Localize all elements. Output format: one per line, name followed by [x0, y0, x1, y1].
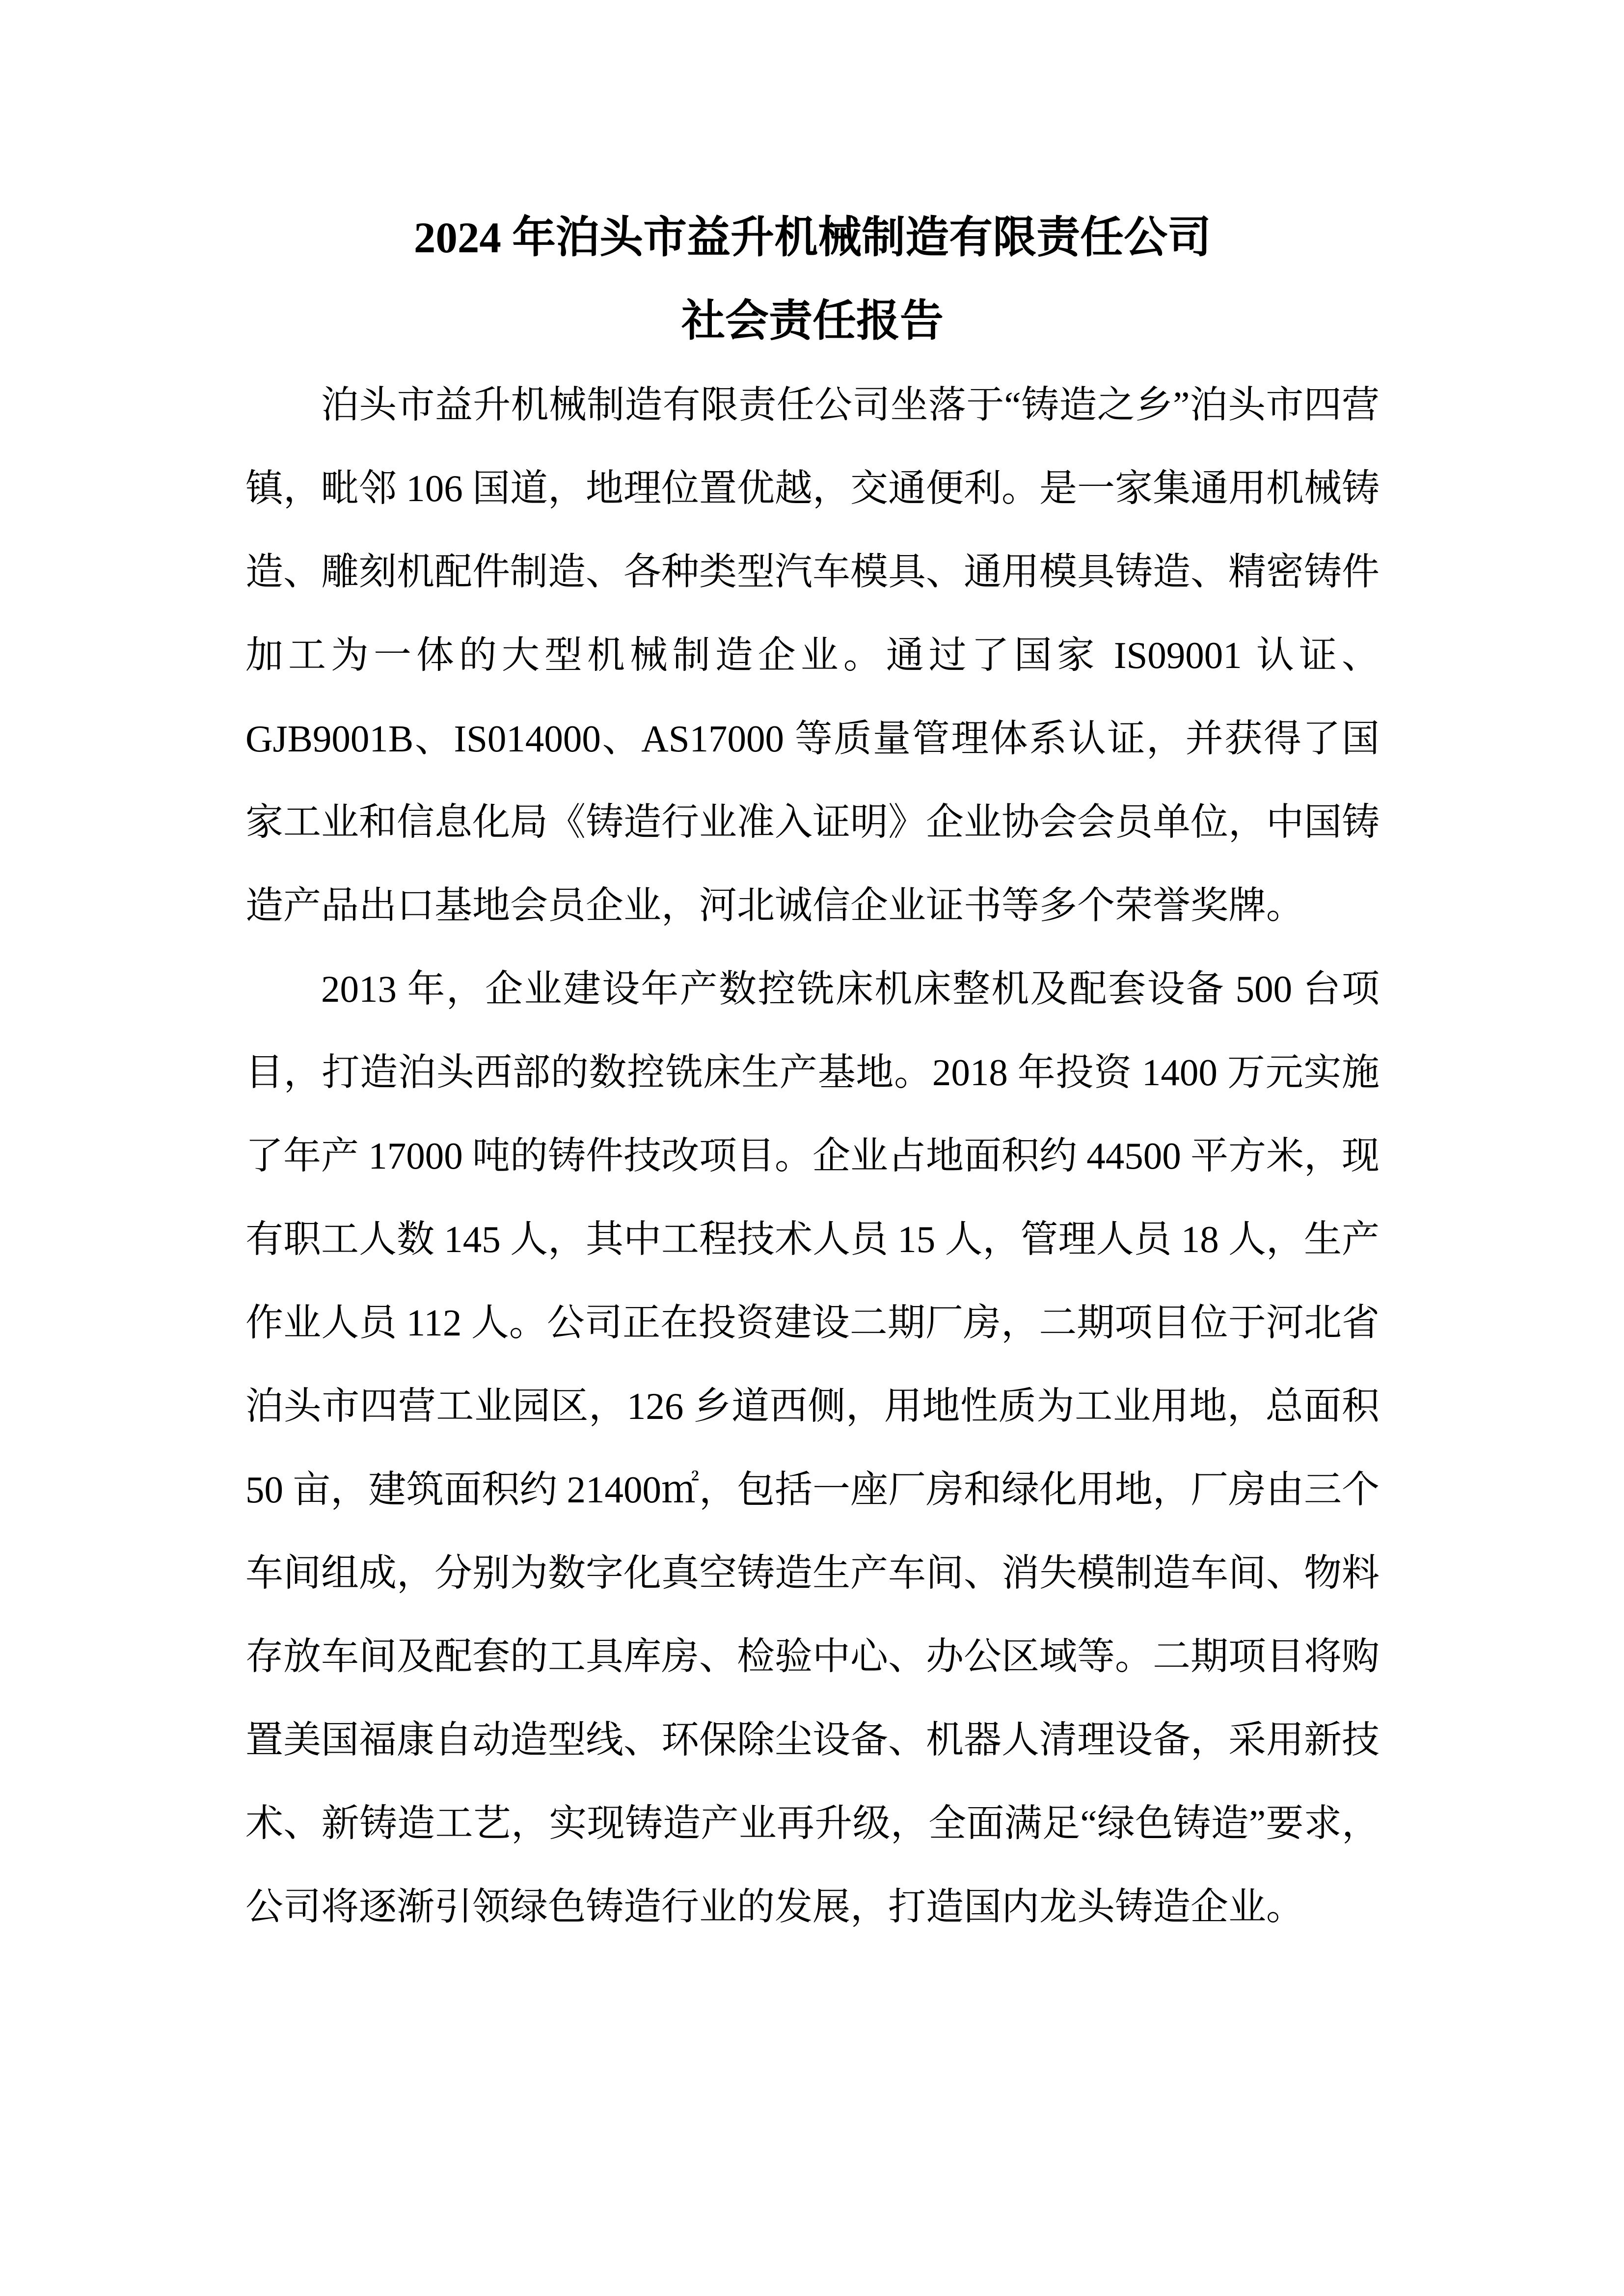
paragraph-company-intro: 泊头市益升机械制造有限责任公司坐落于“铸造之乡”泊头市四营镇，毗邻 106 国道，地理位置优越，交通便利。是一家集通用机械铸造、雕刻机配件制造、各种类型汽车模具、通用模具铸造、精密铸件加工为一体的大型机械制造企业。通过了国家 IS09001 认证、GJB9001B、IS014000、AS17000 等质量管理体系认证，并获得了国家工业和信息化局《铸造行业准入证明》企业协会会员单位，中国铸造产品出口基地会员企业，河北诚信企业证书等多个荣誉奖牌。 [245, 384, 1380, 927]
document-subtitle: 社会责任报告 [681, 297, 944, 346]
paragraph-projects-expansion: 2013 年，企业建设年产数控铣床机床整机及配套设备 500 台项目，打造泊头西部的数控铣床生产基地。2018 年投资 1400 万元实施了年产 17000 吨的铸件技改项目。企业占地面积约 44500 平方米，现有职工人数 145 人，其中工程技术人员 15 人，管理人员 18 人，生产作业人员 112 人。公司正在投资建设二期厂房，二期项目位于河北省泊头市四营工业园区，126 乡道西侧，用地性质为工业用地，总面积 50 亩，建筑面积约 21400㎡，包括一座厂房和绿化用地，厂房由三个车间组成，分别为数字化真空铸造生产车间、消失模制造车间、物料存放车间及配套的工具库房、检验中心、办公区域等。二期项目将购置美国福康自动造型线、环保除尘设备、机器人清理设备，采用新技术、新铸造工艺，实现铸造产业再升级，全面满足“绿色铸造”要求，公司将逐渐引领绿色铸造行业的发展，打造国内龙头铸造企业。 [245, 968, 1380, 1928]
document-title: 2024 年泊头市益升机械制造有限责任公司 [413, 214, 1212, 262]
